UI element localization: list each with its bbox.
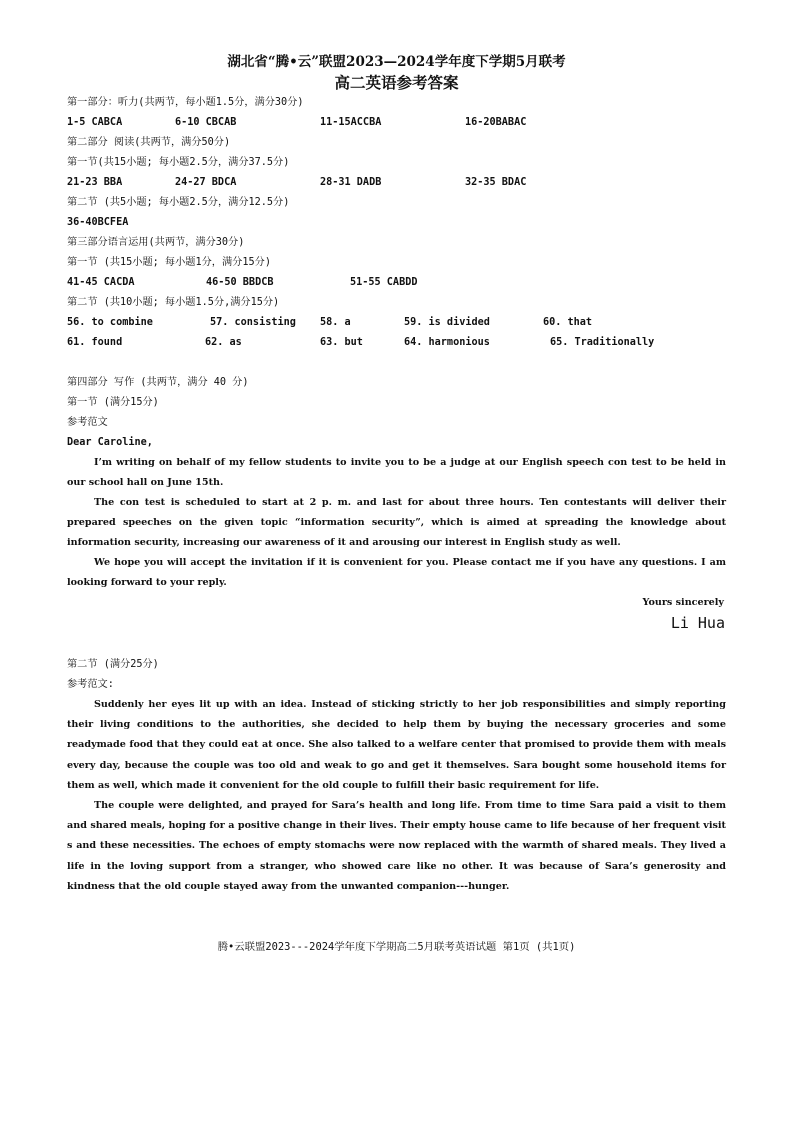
answer-group: 28-31 DADB — [320, 177, 382, 188]
part4-heading: 第四部分 写作 (共两节，满分 40 分) — [67, 377, 249, 388]
sample-label: 参考范文: — [67, 679, 114, 690]
sample-label: 参考范文 — [67, 417, 108, 428]
fill-answer: 64. harmonious — [404, 337, 490, 348]
part3-section1-heading: 第一节 (共15小题; 每小题1分，满分15分) — [67, 257, 271, 268]
answer-group: 16-20BABAC — [465, 117, 527, 128]
fill-answer: 65. Traditionally — [550, 337, 655, 348]
fill-answer: 61. found — [67, 337, 123, 348]
answer-group: 51-55 CABDD — [350, 277, 418, 288]
document-subtitle: 高二英语参考答案 — [334, 73, 459, 92]
letter-paragraph: The con test is scheduled to start at 2 p. m. and last for about three hours. Ten contestants will deliver their prepared speeches on the given topic “information security”, which is aimed at spreading the knowledge about information security, increasing our awareness of it and arousing our interest in English study as well. — [67, 497, 726, 548]
letter-closing: Yours sincerely — [642, 597, 724, 608]
letter-salutation: Dear Caroline, — [67, 437, 153, 448]
document-title: 湖北省“腾•云”联盟2023—2024学年度下学期5月联考 — [227, 54, 566, 70]
letter-paragraph: I’m writing on behalf of my fellow students to invite you to be a judge at our English speech con test to be held in our school hall on June 15th. — [67, 457, 726, 488]
fill-answer: 56. to combine — [67, 317, 153, 328]
fill-answer: 60. that — [543, 317, 593, 328]
fill-answer: 62. as — [205, 337, 242, 348]
answer-group: 24-27 BDCA — [175, 177, 237, 188]
fill-answer: 63. but — [320, 337, 363, 348]
answer-group: 41-45 CACDA — [67, 277, 135, 288]
part2-section2-heading: 第二节 (共5小题; 每小题2.5分，满分12.5分) — [67, 197, 290, 208]
fill-answer: 57. consisting — [210, 317, 296, 328]
page-footer: 腾•云联盟2023---2024学年度下学期高二5月联考英语试题 第1页 (共1页) — [217, 941, 576, 953]
part1-heading: 第一部分：听力(共两节，每小题1.5分，满分30分) — [67, 97, 304, 108]
story-body — [67, 695, 726, 897]
part2-heading: 第二部分 阅读(共两节，满分50分) — [67, 137, 231, 148]
answer-group: 36-40BCFEA — [67, 217, 129, 228]
answer-group: 32-35 BDAC — [465, 177, 527, 188]
answer-group: 21-23 BBA — [67, 177, 123, 188]
letter-signature: Li Hua — [670, 614, 725, 632]
letter-body — [67, 453, 726, 593]
letter-paragraph: We hope you will accept the invitation if it is convenient for you. Please contact me if you have any questions. I am looking forward to your reply. — [67, 557, 726, 588]
answer-group: 11-15ACCBA — [320, 117, 382, 128]
part3-heading: 第三部分语言运用(共两节，满分30分) — [67, 237, 245, 248]
story-paragraph: The couple were delighted, and prayed for Sara’s health and long life. From time to time Sara paid a visit to them and shared meals, hoping for a positive change in their lives. Their empty house came to life because of her frequent visit s and these necessities. The echoes of empty stomachs were now replaced with the warmth of shared meals. They lived a life in the loving support from a stranger, who showed care like no other. It was because of Sara’s generosity and kindness that the old couple stayed away from the unwanted companion---hunger. — [67, 800, 726, 892]
fill-answer: 58. a — [320, 317, 351, 328]
fill-answer: 59. is divided — [404, 317, 490, 328]
story-paragraph: Suddenly her eyes lit up with an idea. Instead of sticking strictly to her job responsibilities and simply reporting their living conditions to the authorities, she decided to help them by buying the necessary groceries and some readymade food that they could eat at once. She also talked to a welfare center that promised to provide them with meals every day, because the couple was too old and weak to go and get it themselves. Sara bought some household items for them as well, which made it convenient for the old couple to fulfill their basic requirement for life. — [67, 699, 726, 791]
part3-section2-heading: 第二节 (共10小题; 每小题1.5分,满分15分) — [67, 297, 280, 308]
answer-group: 6-10 CBCAB — [175, 117, 237, 128]
answer-group: 46-50 BBDCB — [206, 277, 274, 288]
answer-group: 1-5 CABCA — [67, 117, 123, 128]
part4-section2-heading: 第二节 (满分25分) — [67, 659, 159, 670]
part2-section1-heading: 第一节(共15小题; 每小题2.5分，满分37.5分) — [67, 157, 290, 168]
part4-section1-heading: 第一节 (满分15分) — [67, 397, 159, 408]
